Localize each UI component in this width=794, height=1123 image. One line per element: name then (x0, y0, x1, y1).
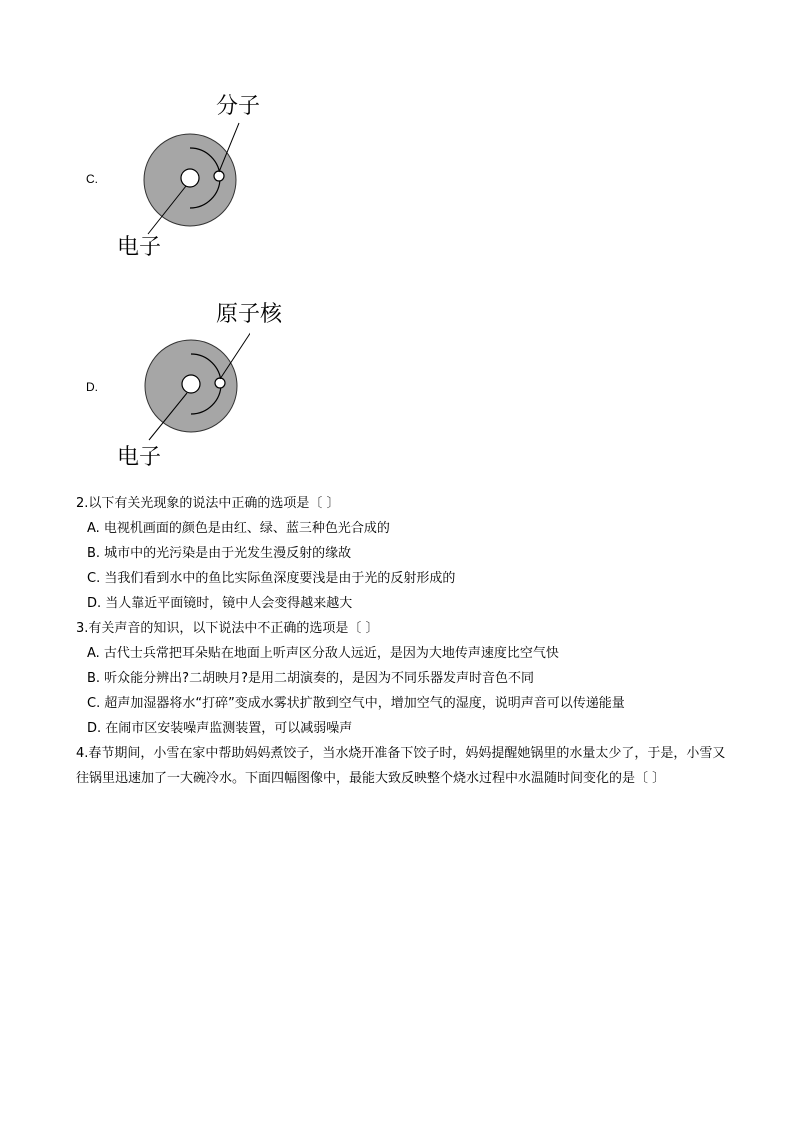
question-2-option-d: D. 当人靠近平面镜时，镜中人会变得越来越大 (87, 596, 353, 611)
atom-model-c-diagram (130, 120, 250, 240)
question-3-stem: 3.有关声音的知识，以下说法中不正确的选项是〔 〕 (76, 621, 379, 636)
figure-d-top-label: 原子核 (216, 302, 283, 327)
question-4-stem: 4.春节期间，小雪在家中帮助妈妈煮饺子，当水烧开准备下饺子时，妈妈提醒她锅里的水量太少了，于是，小雪又往锅里迅速加了一大碗冷水。下面四幅图像中，最能大致反映整个烧水过程中水温随时间变化的是〔 〕 (76, 746, 726, 786)
atom-model-d-diagram (130, 326, 250, 446)
question-2-stem: 2.以下有关光现象的说法中正确的选项是〔 〕 (76, 496, 340, 511)
figure-c-top-label: 分子 (216, 94, 261, 119)
question-3-option-b: B. 听众能分辨出?二胡映月?是用二胡演奏的，是因为不同乐器发声时音色不同 (87, 671, 534, 686)
question-2-option-b: B. 城市中的光污染是由于光发生漫反射的缘故 (87, 546, 352, 561)
figure-c-option-label: C. (86, 172, 98, 186)
question-2-option-a: A. 电视机画面的颜色是由红、绿、蓝三种色光合成的 (87, 521, 390, 536)
question-3-option-d: D. 在闹市区安装噪声监测装置，可以减弱噪声 (87, 721, 353, 736)
question-3-option-a: A. 古代士兵常把耳朵贴在地面上听声区分敌人远近，是因为大地传声速度比空气快 (87, 646, 559, 661)
question-2-option-c: C. 当我们看到水中的鱼比实际鱼深度要浅是由于光的反射形成的 (87, 571, 456, 586)
nucleus (182, 375, 200, 393)
electron (215, 378, 225, 388)
electron (214, 171, 224, 181)
figure-d-bottom-label: 电子 (117, 445, 162, 470)
nucleus (181, 169, 199, 187)
figure-c-bottom-label: 电子 (117, 235, 162, 260)
question-3-option-c: C. 超声加湿器将水“打碎”变成水雾状扩散到空气中，增加空气的湿度，说明声音可以传递能量 (87, 696, 625, 711)
figure-d-option-label: D. (86, 380, 98, 394)
